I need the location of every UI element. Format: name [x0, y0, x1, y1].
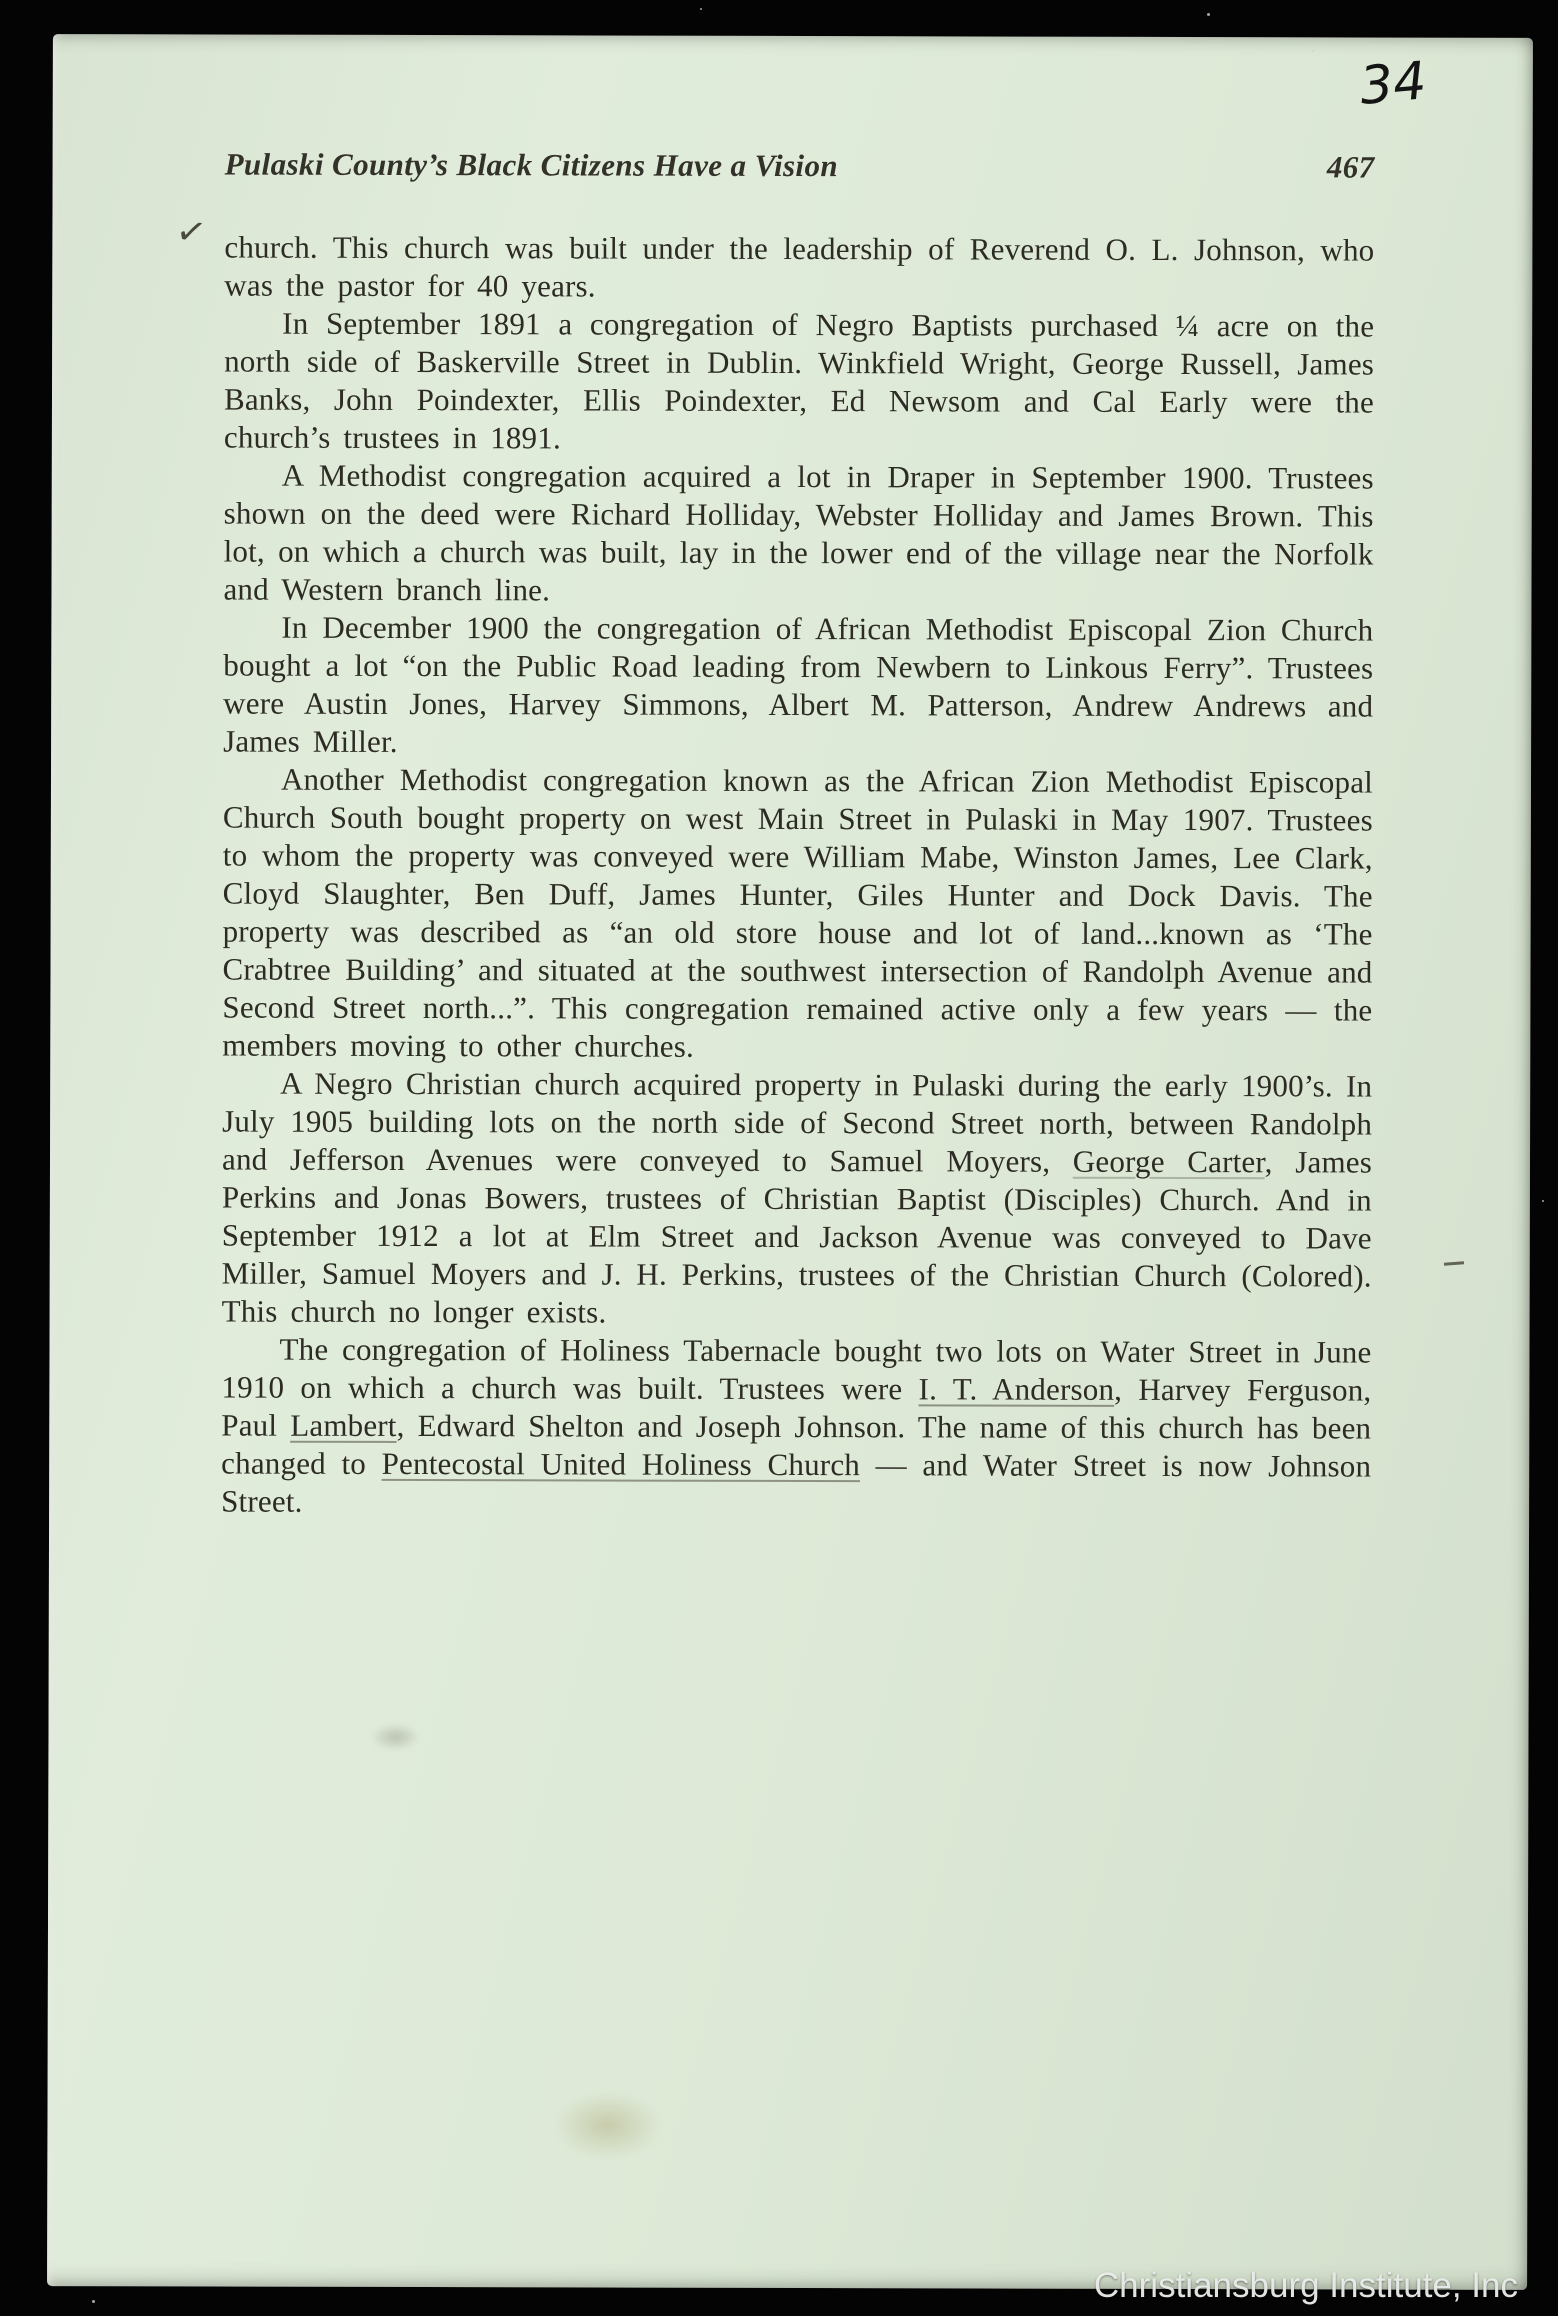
text-segment: , Edward Shelton and Joseph Johnson. The name of this church has been changed to [221, 1407, 1372, 1481]
paragraph: church. This church was built under the leadership of Reverend O. L. Johnson, who was the pastor for 40 years. [224, 229, 1375, 304]
text-segment: , James Perkins and Jonas Bowers, trustees of Christian Baptist (Disciples) Church. And in September 1912 a lot at Elm Street and Jackson Avenue was conveyed to Dave Miller, Samuel Moyers and J. H. Perkins, trustees of the Christian Church (Colored). This church no longer exists. [221, 1144, 1373, 1330]
watermark: Christiansburg Institute, Inc [1093, 2266, 1518, 2305]
paragraph: In December 1900 the congregation of African Methodist Episcopal Zion Church bought a lot “on the Public Road leading from Newbern to Linkous Ferry”. Trustees were Austin Jones, Harvey Simmons, Albert M. Patterson, Andrew Andrews and James Miller. [223, 609, 1374, 759]
dust-speck [700, 8, 702, 10]
paper-stain [552, 2090, 662, 2160]
running-title: Pulaski County’s Black Citizens Have a Vision [224, 146, 839, 184]
paragraph [222, 1065, 1373, 1334]
dust-speck [1312, 50, 1314, 52]
text-segment: The congregation of Holiness Tabernacle bought two lots on Water Street in June 1910 on which a church was built. Trustees were [221, 1331, 1372, 1407]
dust-speck [1542, 1200, 1544, 1202]
book-page [47, 34, 1533, 2290]
text-segment: — and Water Street is now Johnson Street. [221, 1447, 1372, 1519]
page-header [53, 34, 1533, 186]
paragraph: In September 1891 a congregation of Negro Baptists purchased ¼ acre on the north side of Baskerville Street in Dublin. Winkfield Wright, George Russell, James Banks, John Poindexter, Ellis Poindexter, Ed Newsom and Cal Early were the church’s trustees in 1891. [223, 305, 1375, 456]
paragraph: A Methodist congregation acquired a lot in Draper in September 1900. Trustees shown on the deed were Richard Holliday, Webster Holliday and James Brown. This lot, on which a church was built, lay in the lower end of the village near the Norfolk and Western branch line. [223, 457, 1374, 608]
dust-speck [92, 2300, 95, 2303]
pen-checkmark-icon: ✓ [172, 209, 210, 256]
underlined-name: George Carter [1072, 1143, 1265, 1180]
underlined-name: Pentecostal United Holiness Church [381, 1445, 861, 1483]
underlined-name: Lambert [290, 1407, 397, 1443]
handwritten-number: 34 [1357, 51, 1429, 117]
dust-speck [1207, 13, 1210, 16]
paragraph: Another Methodist congregation known as the African Zion Methodist Episcopal Church South bought property on west Main Street in Pulaski in May 1907. Trustees to whom the property was conveyed were William Mabe, Winston James, Lee Clark, Cloyd Slaughter, Ben Duff, James Hunter, Giles Hunter and Dock Davis. The property was described as “an old store house and lot of land...known as ‘The Crabtree Building’ and situated at the southwest intersection of Randolph Avenue and Second Street north...”. This congregation remained active only a few years — the members moving to other churches. [222, 761, 1374, 1064]
paper-smudge [370, 1723, 420, 1751]
text-segment: , Harvey Ferguson, Paul [221, 1371, 1372, 1443]
page-number: 467 [1326, 149, 1375, 185]
page-body [49, 182, 1532, 1524]
text-segment: A Negro Christian church acquired property in Pulaski during the early 1900’s. In July 1905 building lots on the north side of Second Street north, between Randolph and Jefferson Avenues were conveyed to Samuel Moyers, [221, 1065, 1373, 1179]
paragraph [221, 1331, 1371, 1524]
underlined-name: I. T. Anderson [918, 1371, 1115, 1407]
